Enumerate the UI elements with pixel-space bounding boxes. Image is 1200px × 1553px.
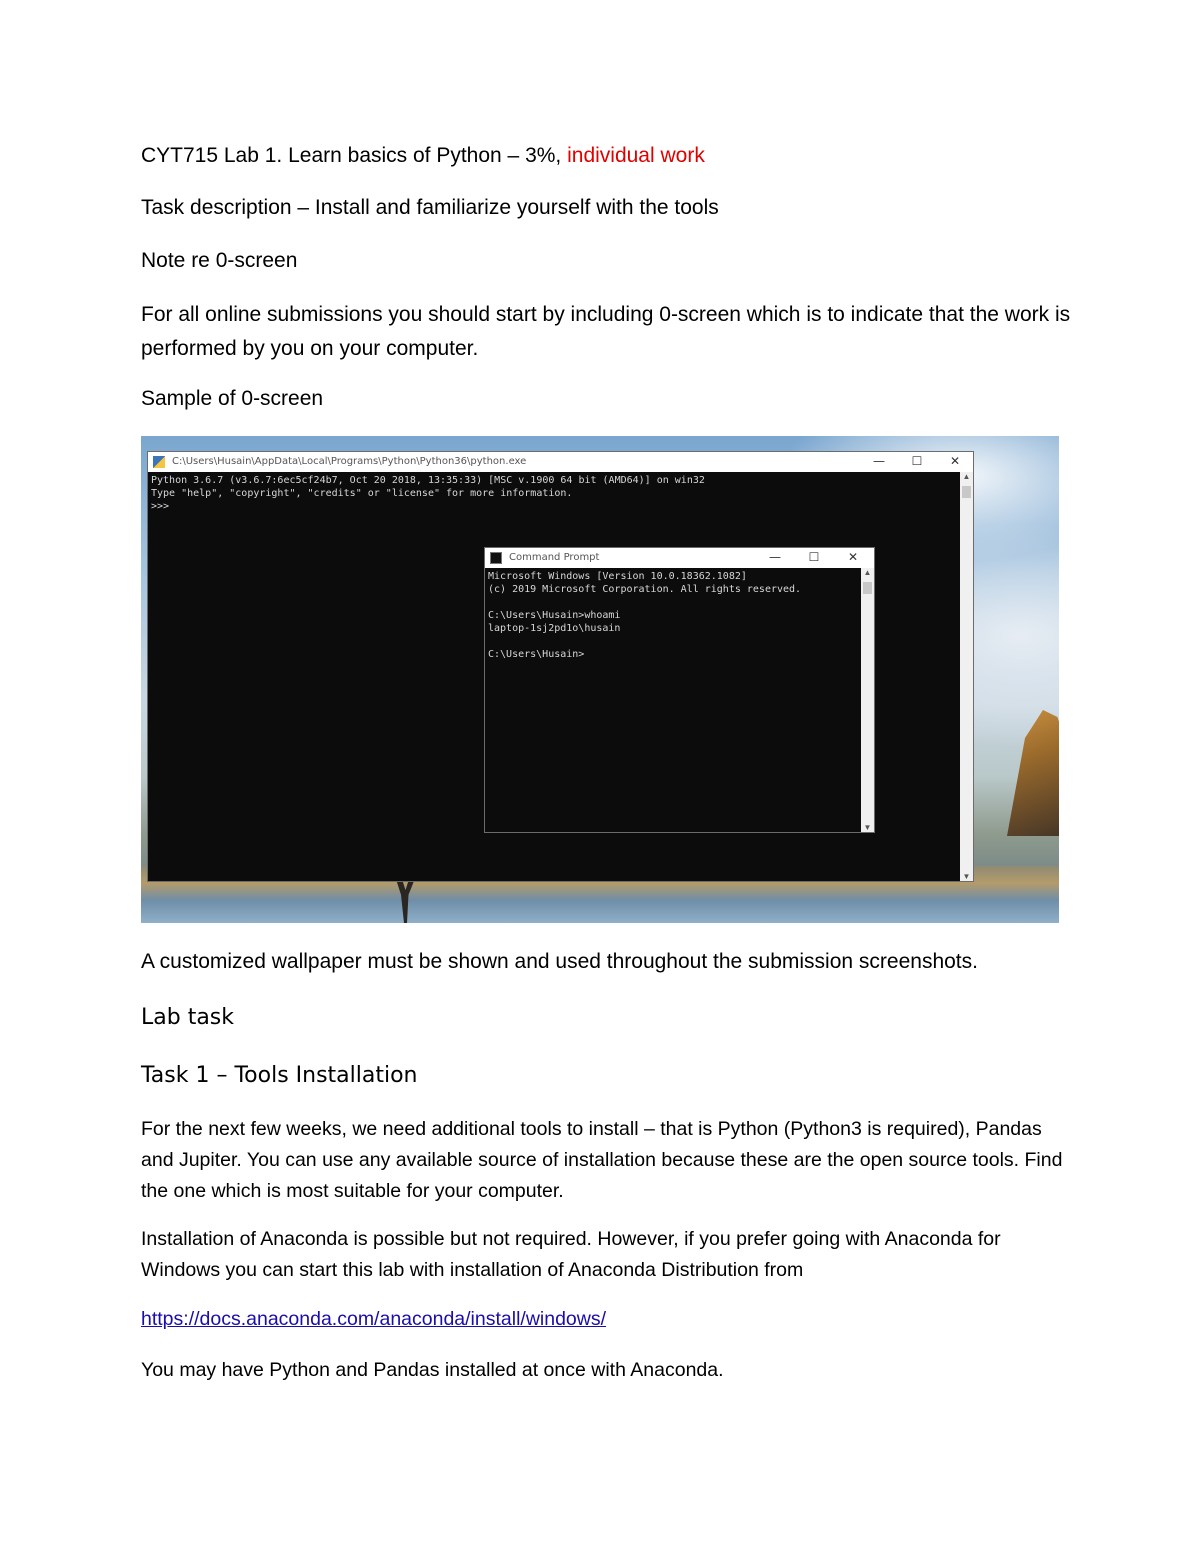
close-button[interactable]: ✕ bbox=[949, 454, 961, 468]
sample-screenshot bbox=[141, 436, 1059, 923]
task-description: Task description – Install and familiarize yourself with the tools bbox=[141, 196, 719, 219]
cmd-window-titlebar[interactable] bbox=[485, 548, 874, 568]
cmd-output[interactable]: Microsoft Windows [Version 10.0.18362.1082] (c) 2019 Microsoft Corporation. All rights reserved. C:\Users\Husain>whoami laptop-1sj2pd1o\husain C:\Users\Husain> bbox=[488, 571, 802, 660]
python-icon bbox=[153, 456, 165, 468]
cmd-minimize-button[interactable]: — bbox=[769, 550, 781, 564]
cmd-scroll-up-icon[interactable]: ▲ bbox=[863, 568, 872, 577]
task1-paragraph-2: Installation of Anaconda is possible but not required. However, if you prefer going with Anaconda for Windows you can start this lab with installation of Anaconda Distribution from bbox=[141, 1228, 1001, 1281]
cmd-close-button[interactable]: ✕ bbox=[847, 550, 859, 564]
note-heading: Note re 0-screen bbox=[141, 249, 298, 272]
scroll-thumb[interactable] bbox=[962, 486, 971, 498]
python-window-titlebar[interactable] bbox=[148, 452, 973, 472]
task1-paragraph-1: For the next few weeks, we need additional tools to install – that is Python (Python3 is required), Pandas and Jupiter. You can use any available source of installation because these are the open source tools. Find the one which is most suitable for your computer. bbox=[141, 1118, 1063, 1202]
cmd-scroll-down-icon[interactable]: ▼ bbox=[863, 823, 872, 832]
python-console-output[interactable]: Python 3.6.7 (v3.6.7:6ec5cf24b7, Oct 20 2018, 13:35:33) [MSC v.1900 64 bit (AMD64)] on win32 Type "help", "copyright", "credits" or "license" for more information. >>> bbox=[151, 475, 705, 512]
minimize-button[interactable]: — bbox=[873, 454, 885, 468]
cmd-icon bbox=[490, 552, 502, 564]
cmd-window-title: Command Prompt bbox=[509, 552, 600, 563]
python-scrollbar[interactable] bbox=[960, 472, 973, 881]
sample-heading: Sample of 0-screen bbox=[141, 387, 324, 410]
anaconda-link-paragraph bbox=[141, 1304, 1071, 1335]
closing-paragraph: You may have Python and Pandas installed at once with Anaconda. bbox=[141, 1359, 724, 1381]
cmd-maximize-button[interactable]: ☐ bbox=[808, 550, 820, 564]
cmd-scroll-thumb[interactable] bbox=[863, 582, 872, 594]
note-body: For all online submissions you should start by including 0-screen which is to indicate that the work is performed by you on your computer. bbox=[141, 303, 1071, 360]
maximize-button[interactable]: ☐ bbox=[911, 454, 923, 468]
lab-task-heading: Lab task bbox=[141, 1005, 235, 1030]
wallpaper-cliff bbox=[971, 696, 1059, 836]
title-main: CYT715 Lab 1. Learn basics of Python – 3%, bbox=[141, 144, 568, 167]
anaconda-install-link[interactable]: https://docs.anaconda.com/anaconda/install/windows/ bbox=[141, 1308, 607, 1330]
command-prompt-window[interactable] bbox=[484, 547, 875, 833]
python-window-title: C:\Users\Husain\AppData\Local\Programs\Python\Python36\python.exe bbox=[172, 456, 527, 467]
title-highlight: individual work bbox=[567, 144, 705, 167]
wallpaper-note: A customized wallpaper must be shown and used throughout the submission screenshots. bbox=[141, 950, 978, 973]
task1-heading: Task 1 – Tools Installation bbox=[141, 1063, 418, 1088]
scroll-down-icon[interactable]: ▼ bbox=[962, 872, 971, 881]
document-title bbox=[141, 140, 1071, 172]
cmd-scrollbar[interactable] bbox=[861, 568, 874, 832]
scroll-up-icon[interactable]: ▲ bbox=[962, 472, 971, 481]
